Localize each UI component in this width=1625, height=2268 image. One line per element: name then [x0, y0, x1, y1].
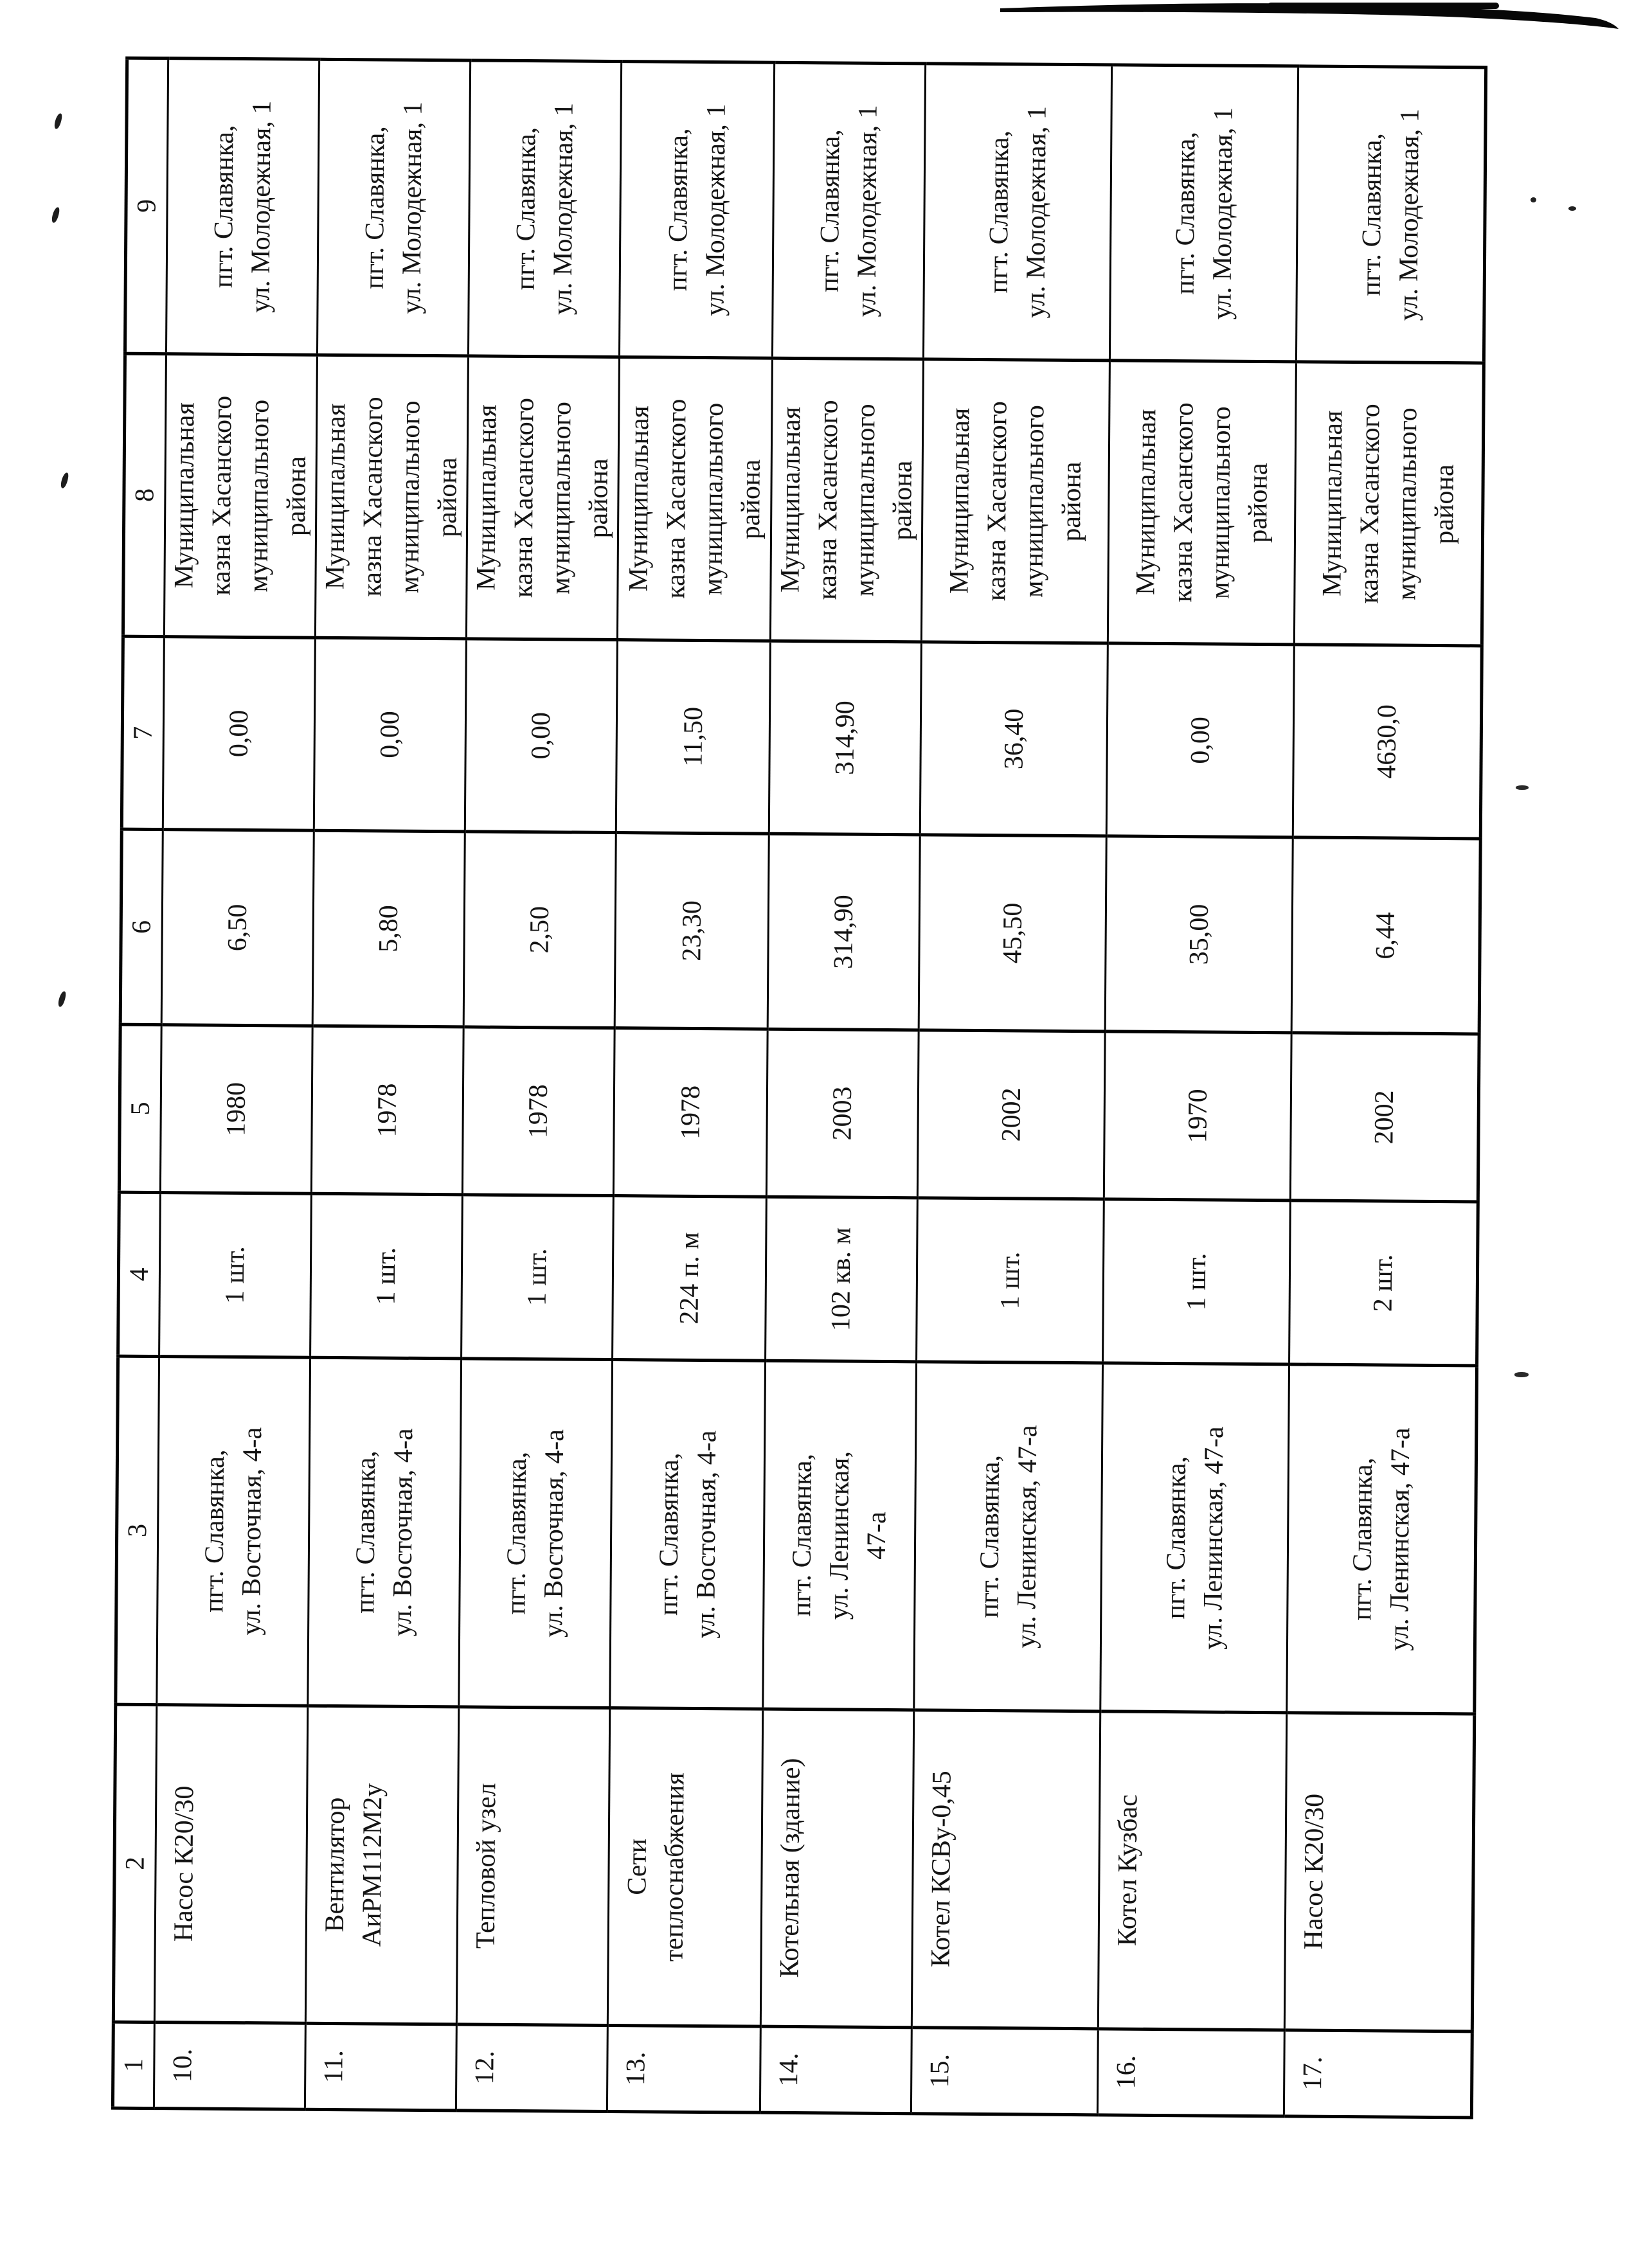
- table-row: [456, 60, 621, 2112]
- cell-owner: Муниципальная казна Хасанского муниципального района: [1108, 361, 1296, 645]
- property-inventory-table: [111, 57, 1487, 2120]
- header-cell-6: 6: [120, 829, 163, 1024]
- table-logical-container: [111, 60, 1479, 2120]
- scan-speck-artifact: [51, 206, 60, 223]
- cell-owner-address: пгт. Славянка, ул. Молодежная, 1: [1296, 66, 1486, 363]
- cell-owner-address: пгт. Славянка, ул. Молодежная, 1: [468, 60, 621, 357]
- cell-row-number: 12.: [456, 2024, 607, 2112]
- scan-speck-artifact: [1568, 206, 1576, 211]
- header-cell-4: 4: [118, 1192, 161, 1356]
- header-cell-9: 9: [125, 58, 168, 353]
- cell-owner: Муниципальная казна Хасанского муниципального района: [466, 356, 619, 640]
- cell-value-col7: 11,50: [616, 640, 770, 834]
- cell-object-address: пгт. Славянка, ул. Восточная, 4-а: [308, 1357, 462, 1707]
- scan-speck-artifact: [60, 472, 69, 488]
- cell-row-number: 11.: [305, 2023, 456, 2111]
- cell-quantity: 1 шт.: [1103, 1199, 1291, 1364]
- cell-year: 1970: [1104, 1031, 1291, 1201]
- scan-streak-artifact: [998, 0, 1625, 41]
- cell-year: 1978: [462, 1027, 615, 1196]
- cell-value-col7: 0,00: [1106, 643, 1294, 837]
- header-cell-7: 7: [121, 636, 164, 829]
- cell-object-address: пгт. Славянка, ул. Восточная, 4-а: [157, 1357, 310, 1706]
- cell-value-col6: 6,50: [161, 830, 314, 1026]
- cell-object-address: пгт. Славянка, ул. Восточная, 4-а: [610, 1360, 766, 1710]
- cell-row-number: 14.: [760, 2026, 911, 2114]
- cell-object-name: Вентилятор АиРМ112М2у: [305, 1706, 458, 2024]
- table-row: [1097, 65, 1298, 2116]
- cell-owner-address: пгт. Славянка, ул. Молодежная, 1: [772, 62, 925, 359]
- cell-value-col7: 0,00: [163, 637, 315, 831]
- scan-speck-artifact: [1514, 1372, 1529, 1377]
- cell-quantity: 1 шт.: [159, 1193, 312, 1358]
- cell-owner: Муниципальная казна Хасанского муниципального района: [315, 355, 468, 639]
- cell-value-col6: 35,00: [1105, 836, 1293, 1033]
- rotated-table-region: [111, 60, 1479, 2120]
- cell-year: 1978: [311, 1026, 463, 1195]
- table-row: [911, 64, 1111, 2115]
- cell-quantity: 1 шт.: [462, 1195, 614, 1360]
- cell-object-name: Котел КСВу-0,45: [911, 1710, 1100, 2029]
- cell-object-name: Котельная (здание): [760, 1709, 913, 2028]
- table-row: [305, 59, 470, 2111]
- cell-year: 1978: [613, 1028, 768, 1197]
- cell-owner-address: пгт. Славянка, ул. Молодежная, 1: [1109, 65, 1298, 362]
- scan-speck-artifact: [53, 112, 63, 129]
- cell-value-col6: 2,50: [463, 832, 616, 1028]
- cell-owner-address: пгт. Славянка, ул. Молодежная, 1: [166, 58, 319, 355]
- header-cell-2: 2: [113, 1704, 156, 2022]
- cell-object-name: Сети теплоснабжения: [607, 1708, 762, 2027]
- cell-object-address: пгт. Славянка, ул. Восточная, 4-а: [459, 1359, 613, 1708]
- cell-object-name: Насос К20/30: [1284, 1713, 1474, 2031]
- cell-quantity: 2 шт.: [1289, 1201, 1478, 1366]
- scan-speck-artifact: [1516, 785, 1529, 790]
- header-cell-1: 1: [112, 2022, 154, 2108]
- table-row: [154, 58, 319, 2110]
- cell-owner: Муниципальная казна Хасанского муниципального района: [1294, 362, 1484, 646]
- header-cell-8: 8: [123, 353, 166, 636]
- cell-value-col7: 36,40: [920, 642, 1108, 836]
- cell-value-col6: 45,50: [919, 835, 1106, 1031]
- cell-value-col7: 0,00: [314, 638, 466, 832]
- cell-object-name: Котел Кузбас: [1098, 1711, 1286, 2030]
- cell-row-number: 17.: [1284, 2030, 1472, 2118]
- cell-value-col6: 6,44: [1291, 837, 1480, 1034]
- header-cell-5: 5: [119, 1024, 161, 1192]
- cell-object-name: Насос К20/30: [154, 1705, 307, 2024]
- scan-speck-artifact: [1531, 197, 1536, 202]
- cell-value-col7: 314,90: [769, 641, 921, 835]
- cell-owner: Муниципальная казна Хасанского муниципального района: [921, 359, 1109, 643]
- cell-row-number: 16.: [1097, 2029, 1284, 2116]
- cell-year: 1980: [160, 1025, 312, 1194]
- cell-year: 2002: [1290, 1033, 1479, 1202]
- cell-value-col6: 314,90: [768, 834, 920, 1030]
- cell-row-number: 10.: [154, 2022, 305, 2110]
- cell-owner: Муниципальная казна Хасанского муниципального района: [164, 354, 317, 638]
- header-cell-3: 3: [116, 1356, 159, 1704]
- cell-row-number: 15.: [911, 2028, 1098, 2115]
- cell-object-address: пгт. Славянка, ул. Ленинская, 47-а: [914, 1362, 1103, 1711]
- table-row: [760, 62, 925, 2114]
- cell-object-address: пгт. Славянка, ул. Ленинская, 47-а: [763, 1361, 917, 1710]
- cell-quantity: 102 кв. м: [766, 1197, 918, 1362]
- cell-owner-address: пгт. Славянка, ул. Молодежная, 1: [317, 59, 470, 356]
- cell-year: 2002: [917, 1030, 1105, 1199]
- table-row: [607, 62, 774, 2113]
- cell-owner-address: пгт. Славянка, ул. Молодежная, 1: [619, 62, 774, 359]
- cell-object-address: пгт. Славянка, ул. Ленинская, 47-а: [1100, 1363, 1289, 1713]
- cell-value-col6: 23,30: [615, 833, 769, 1030]
- cell-owner: Муниципальная казна Хасанского муниципального района: [770, 358, 923, 642]
- cell-quantity: 224 п. м: [613, 1196, 767, 1361]
- cell-year: 2003: [766, 1029, 919, 1198]
- cell-object-name: Тепловой узел: [456, 1707, 609, 2026]
- cell-value-col7: 0,00: [465, 639, 617, 833]
- cell-quantity: 1 шт.: [917, 1198, 1104, 1363]
- cell-value-col7: 4630,0: [1293, 645, 1482, 839]
- scan-speck-artifact: [57, 990, 67, 1007]
- cell-object-address: пгт. Славянка, ул. Ленинская, 47-а: [1287, 1364, 1477, 1714]
- cell-value-col6: 5,80: [312, 830, 465, 1027]
- cell-owner-address: пгт. Славянка, ул. Молодежная, 1: [923, 64, 1111, 361]
- table-row: [1284, 66, 1486, 2118]
- cell-owner: Муниципальная казна Хасанского муниципального района: [617, 357, 772, 641]
- cell-quantity: 1 шт.: [310, 1193, 463, 1359]
- cell-row-number: 13.: [607, 2025, 760, 2112]
